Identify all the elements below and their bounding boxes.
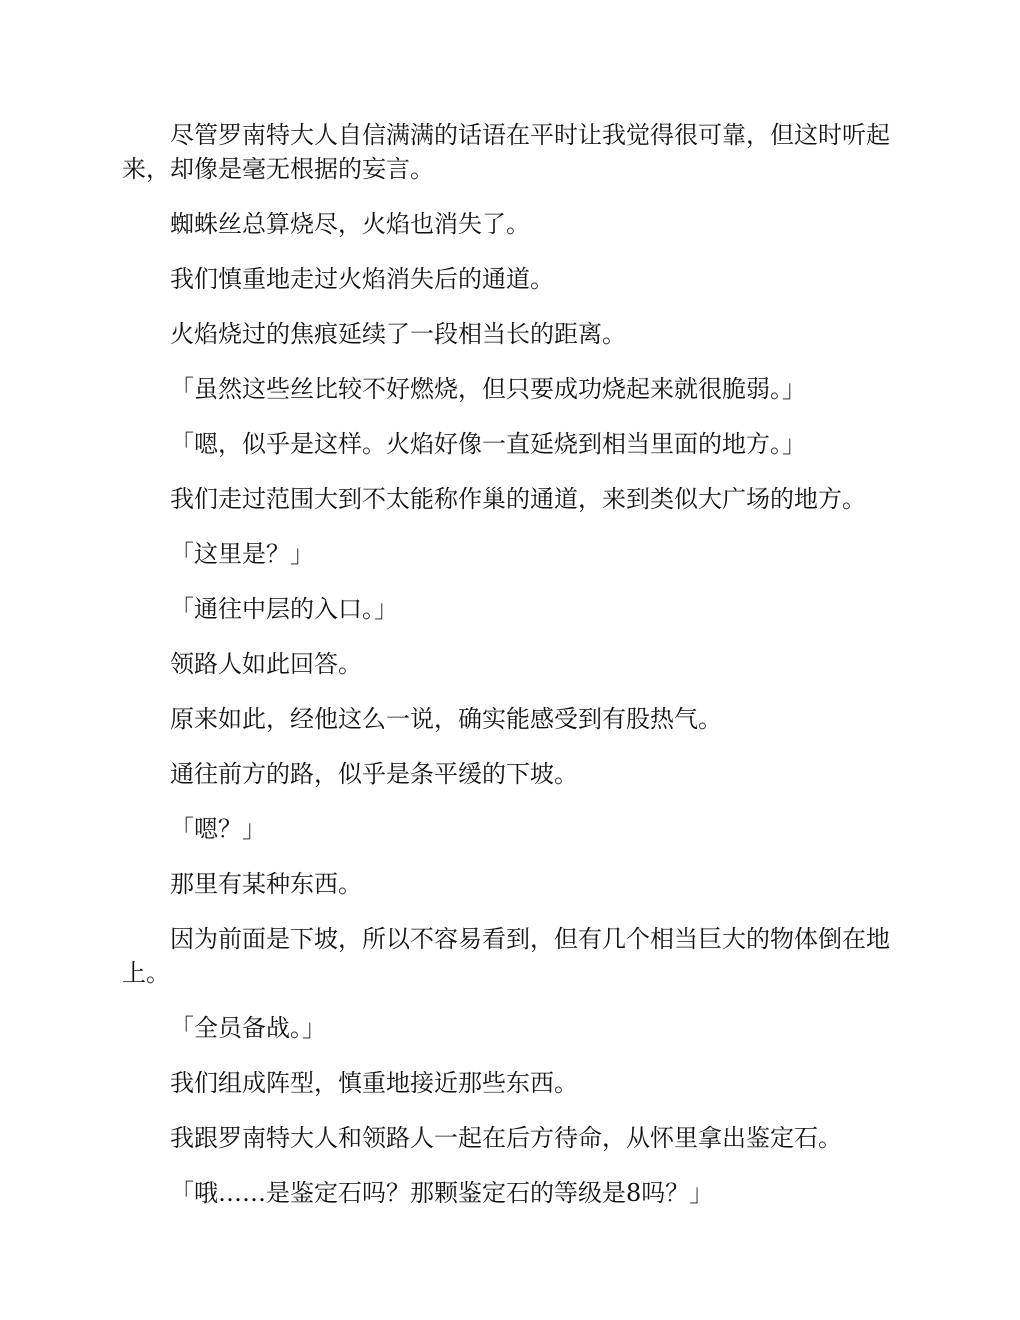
paragraph-7: 我们走过范围大到不太能称作巢的通道，来到类似大广场的地方。 (170, 485, 866, 513)
paragraph-8: 「这里是？」 (170, 540, 314, 568)
paragraph-12: 通往前方的路，似乎是条平缓的下坡。 (170, 760, 578, 788)
paragraph-5: 「虽然这些丝比较不好燃烧，但只要成功烧起来就很脆弱。」 (170, 375, 806, 403)
paragraph-18: 我跟罗南特大人和领路人一起在后方待命，从怀里拿出鉴定石。 (170, 1124, 842, 1152)
paragraph-9: 「通往中层的入口。」 (170, 595, 398, 623)
paragraph-13: 「嗯？」 (170, 815, 266, 843)
paragraph-15: 因为前面是下坡，所以不容易看到，但有几个相当巨大的物体倒在地上。 (122, 925, 890, 987)
text-body (122, 118, 898, 1231)
paragraph-16: 「全员备战。」 (170, 1014, 326, 1042)
paragraph-4: 火焰烧过的焦痕延续了一段相当长的距离。 (170, 320, 626, 348)
paragraph-14: 那里有某种东西。 (170, 870, 362, 898)
paragraph-11: 原来如此，经他这么一说，确实能感受到有股热气。 (170, 705, 722, 733)
paragraph-1: 尽管罗南特大人自信满满的话语在平时让我觉得很可靠，但这时听起来，却像是毫无根据的妄言。 (122, 121, 890, 183)
paragraph-6: 「嗯，似乎是这样。火焰好像一直延烧到相当里面的地方。」 (170, 430, 806, 458)
paragraph-17: 我们组成阵型，慎重地接近那些东西。 (170, 1069, 578, 1097)
paragraph-3: 我们慎重地走过火焰消失后的通道。 (170, 265, 554, 293)
paragraph-10: 领路人如此回答。 (170, 650, 362, 678)
paragraph-19: 「哦……是鉴定石吗？那颗鉴定石的等级是8吗？」 (170, 1179, 714, 1207)
paragraph-2: 蜘蛛丝总算烧尽，火焰也消失了。 (170, 210, 530, 238)
